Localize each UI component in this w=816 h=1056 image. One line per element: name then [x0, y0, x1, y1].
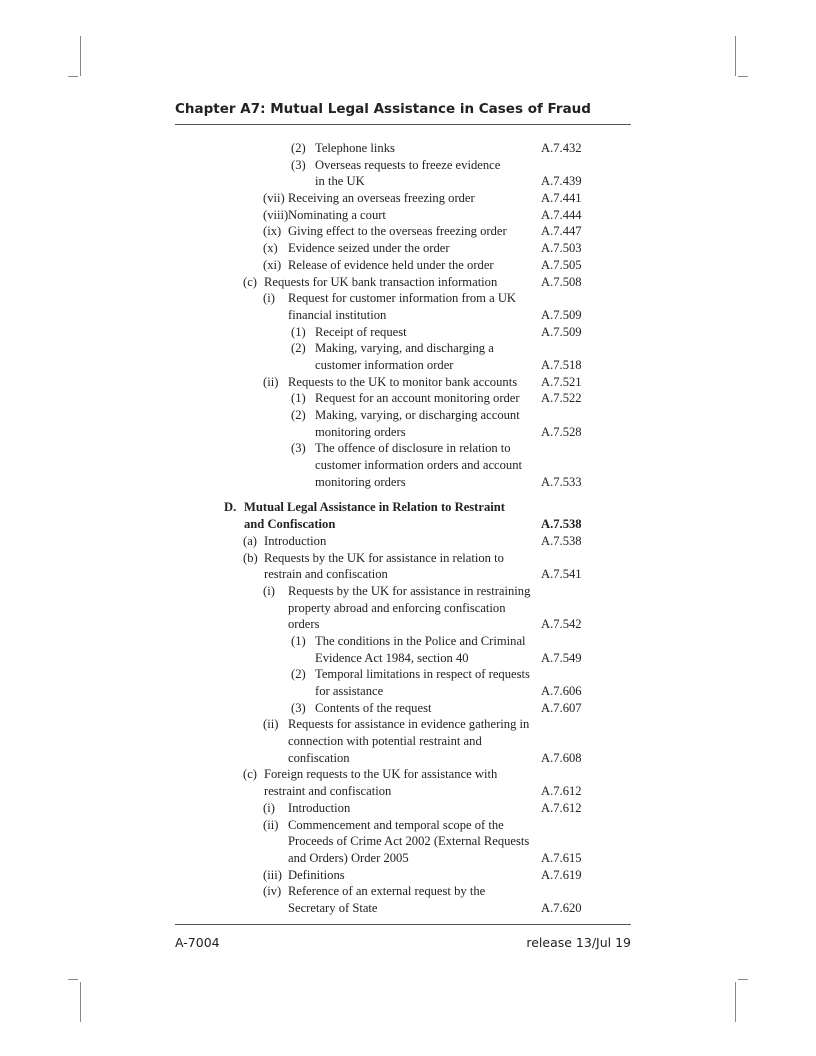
toc-entry-reference: A.7.509 [541, 307, 582, 322]
toc-entry [0, 817, 816, 867]
toc-entry-text: and Orders) Order 2005 [288, 850, 409, 865]
toc-entry-reference: A.7.518 [541, 357, 582, 372]
toc-entry-text: Requests for assistance in evidence gathering in [288, 717, 530, 732]
toc-entry-number: (c) [243, 274, 257, 289]
toc-entry [0, 290, 816, 323]
toc-entry-reference: A.7.549 [541, 650, 582, 665]
toc-entry [0, 700, 816, 717]
toc-entry-reference: A.7.538 [541, 517, 582, 532]
toc-entry-text: Temporal limitations in respect of requests [315, 667, 530, 682]
toc-entry-text: monitoring orders [315, 424, 406, 439]
toc-entry [0, 207, 816, 224]
toc-entry-reference: A.7.441 [541, 191, 582, 206]
crop-mark [80, 36, 81, 76]
toc-entry-text: financial institution [288, 307, 387, 322]
crop-mark [80, 982, 81, 1022]
toc-entry [0, 583, 816, 633]
toc-entry-reference: A.7.509 [541, 324, 582, 339]
toc-entry-number: (1) [291, 391, 306, 406]
table-of-contents [0, 140, 816, 917]
crop-mark [735, 36, 736, 76]
toc-entry-number: (2) [291, 341, 306, 356]
toc-entry-reference: A.7.522 [541, 391, 582, 406]
toc-entry-reference: A.7.615 [541, 850, 582, 865]
toc-entry-text: orders [288, 617, 320, 632]
crop-mark [738, 76, 748, 77]
toc-entry-number: (3) [291, 157, 306, 172]
toc-entry-number: (b) [243, 550, 258, 565]
toc-entry-reference: A.7.606 [541, 684, 582, 698]
toc-entry-number: (i) [263, 583, 275, 598]
toc-entry-reference: A.7.508 [541, 274, 582, 289]
toc-entry-reference: A.7.439 [541, 174, 582, 189]
toc-entry-number: (i) [263, 291, 275, 306]
toc-entry [0, 533, 816, 550]
toc-entry [0, 440, 816, 490]
toc-entry-reference: A.7.528 [541, 424, 582, 439]
toc-entry-text: The offence of disclosure in relation to [315, 441, 511, 456]
toc-entry-text: Nominating a court [288, 207, 386, 222]
toc-entry-text: confiscation [288, 750, 350, 765]
toc-entry-text: Requests for UK bank transaction information [264, 274, 498, 289]
toc-entry-reference: A.7.542 [541, 617, 582, 632]
toc-entry [0, 257, 816, 274]
toc-entry-number: (1) [291, 633, 306, 648]
crop-mark [68, 979, 78, 980]
toc-entry-text: Evidence Act 1984, section 40 [315, 650, 469, 665]
toc-entry-reference: A.7.608 [541, 750, 582, 765]
toc-entry-reference: A.7.538 [541, 533, 582, 548]
toc-entry-number: (iii) [263, 867, 282, 882]
toc-entry [0, 550, 816, 583]
toc-entry-number: (1) [291, 324, 306, 339]
toc-entry-reference: A.7.432 [541, 141, 582, 155]
toc-entry [0, 274, 816, 291]
toc-entry-number: (c) [243, 767, 257, 782]
toc-entry-number: (2) [291, 667, 306, 682]
toc-entry-text: Receipt of request [315, 324, 407, 339]
toc-entry-text: customer information order [315, 357, 454, 372]
toc-entry [0, 390, 816, 407]
toc-entry [0, 766, 816, 799]
toc-entry-text: Release of evidence held under the order [288, 257, 494, 272]
toc-entry-number: D. [224, 500, 237, 515]
toc-entry-text: Commencement and temporal scope of the [288, 817, 504, 832]
toc-entry [0, 867, 816, 884]
toc-entry-text: Reference of an external request by the [288, 884, 486, 899]
toc-entry-number: (i) [263, 800, 275, 815]
toc-entry-text: Introduction [288, 800, 351, 815]
toc-entry-text: monitoring orders [315, 474, 406, 489]
toc-entry-text: customer information orders and account [315, 458, 523, 473]
toc-entry-text: restrain and confiscation [264, 567, 388, 582]
toc-entry [0, 157, 816, 190]
toc-entry-number: (viii) [263, 207, 289, 222]
toc-entry-text: property abroad and enforcing confiscation [288, 600, 506, 615]
toc-entry-number: (ii) [263, 817, 279, 832]
toc-entry-number: (ii) [263, 374, 279, 389]
toc-entry-reference: A.7.612 [541, 784, 582, 799]
toc-entry-text: Contents of the request [315, 700, 432, 715]
running-head: Chapter A7: Mutual Legal Assistance in Cases of Fraud [175, 101, 591, 117]
page-number: A-7004 [175, 935, 220, 950]
toc-entry-text: Evidence seized under the order [288, 241, 450, 256]
toc-entry-number: (xi) [263, 257, 282, 272]
toc-entry-text: Making, varying, or discharging account [315, 408, 520, 422]
toc-entry [0, 324, 816, 341]
toc-entry-text: in the UK [315, 174, 365, 189]
toc-entry-number: (vii) [263, 191, 285, 206]
toc-entry-text: Request for an account monitoring order [315, 391, 520, 406]
toc-entry-reference: A.7.444 [541, 207, 582, 222]
toc-entry-text: for assistance [315, 684, 384, 698]
toc-entry-text: Foreign requests to the UK for assistance with [264, 767, 498, 782]
toc-entry-number: (x) [263, 241, 278, 256]
toc-entry-text: Mutual Legal Assistance in Relation to Restraint [244, 500, 505, 515]
toc-entry-text: Secretary of State [288, 900, 378, 915]
toc-entry [0, 240, 816, 257]
toc-entry-text: The conditions in the Police and Criminal [315, 633, 526, 648]
toc-entry-reference: A.7.612 [541, 800, 582, 815]
toc-entry-reference: A.7.619 [541, 867, 582, 882]
toc-entry-reference: A.7.521 [541, 374, 582, 389]
toc-entry-text: Telephone links [315, 141, 395, 155]
toc-entry-reference: A.7.505 [541, 257, 582, 272]
toc-entry-text: restraint and confiscation [264, 784, 392, 799]
toc-entry-number: (3) [291, 441, 306, 456]
toc-entry [0, 374, 816, 391]
toc-entry-text: Request for customer information from a UK [288, 291, 517, 306]
toc-entry-text: Receiving an overseas freezing order [288, 191, 475, 206]
toc-entry-text: Giving effect to the overseas freezing order [288, 224, 507, 239]
toc-entry [0, 223, 816, 240]
toc-entry-text: connection with potential restraint and [288, 734, 482, 749]
crop-mark [738, 979, 748, 980]
toc-entry-text: and Confiscation [244, 517, 336, 532]
crop-mark [68, 76, 78, 77]
toc-entry-reference: A.7.541 [541, 567, 582, 582]
toc-entry [0, 190, 816, 207]
toc-entry [0, 407, 816, 440]
toc-entry [0, 883, 816, 916]
toc-entry-number: (ii) [263, 717, 279, 732]
header-rule [175, 124, 631, 125]
toc-entry-reference: A.7.447 [541, 224, 582, 239]
toc-entry-text: Requests by the UK for assistance in restraining [288, 583, 531, 598]
release-date: release 13/Jul 19 [526, 935, 631, 950]
toc-entry-text: Requests to the UK to monitor bank accounts [288, 374, 518, 389]
footer-rule [175, 924, 631, 925]
toc-entry-reference: A.7.607 [541, 700, 582, 715]
toc-entry-reference: A.7.503 [541, 241, 582, 256]
toc-entry-number: (2) [291, 408, 306, 422]
toc-entry [0, 666, 816, 699]
toc-entry [0, 140, 816, 157]
toc-entry [0, 800, 816, 817]
toc-entry [0, 340, 816, 373]
toc-section-heading [0, 499, 816, 532]
toc-entry-text: Requests by the UK for assistance in relation to [264, 550, 504, 565]
toc-entry-text: Introduction [264, 533, 327, 548]
toc-entry [0, 633, 816, 666]
toc-entry-reference: A.7.533 [541, 474, 582, 489]
toc-entry-text: Definitions [288, 867, 345, 882]
toc-entry-number: (ix) [263, 224, 282, 239]
toc-entry-reference: A.7.620 [541, 900, 582, 915]
toc-entry-number: (2) [291, 141, 306, 155]
toc-entry-number: (a) [243, 533, 257, 548]
crop-mark [735, 982, 736, 1022]
toc-entry-text: Overseas requests to freeze evidence [315, 157, 501, 172]
toc-entry-number: (3) [291, 700, 306, 715]
toc-entry [0, 716, 816, 766]
toc-entry-text: Proceeds of Crime Act 2002 (External Requests [288, 834, 530, 849]
toc-entry-text: Making, varying, and discharging a [315, 341, 494, 356]
toc-entry-number: (iv) [263, 884, 282, 899]
